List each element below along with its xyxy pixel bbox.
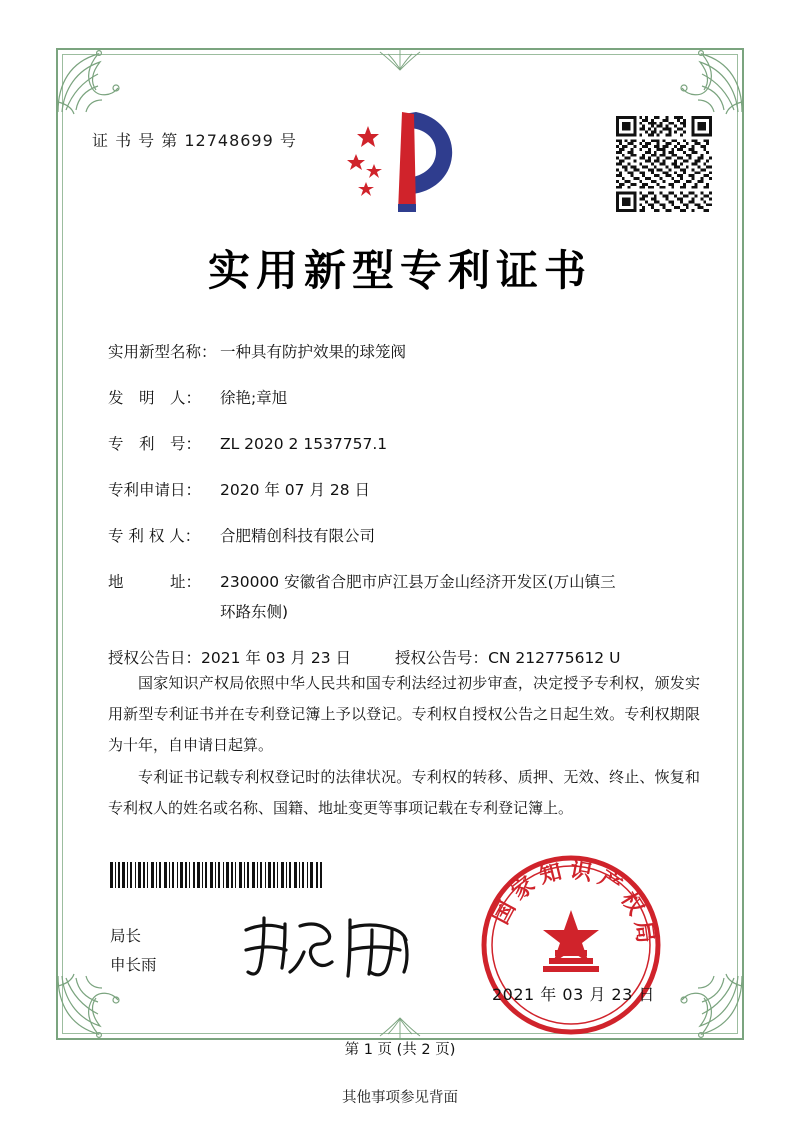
field-label: 专利申请日：	[108, 481, 202, 500]
field-value: ZL 2020 2 1537757.1	[220, 435, 388, 454]
handwritten-signature	[238, 906, 428, 986]
field-grant-announcement	[108, 646, 700, 668]
field-inventor	[108, 386, 700, 410]
back-side-note: 其他事项参见背面	[342, 1090, 458, 1106]
field-patent-number	[108, 432, 700, 456]
corner-ornament-icon	[662, 44, 748, 118]
announcement-date-value: 2021 年 03 月 23 日	[201, 649, 352, 668]
field-value: 2020 年 07 月 28 日	[220, 481, 371, 500]
corner-ornament-icon	[52, 44, 138, 118]
corner-ornament-icon	[52, 970, 138, 1044]
field-patentee	[108, 524, 700, 548]
field-value: 合肥精创科技有限公司	[220, 527, 376, 546]
field-utility-model-name	[108, 340, 700, 364]
cnipa-logo-icon	[346, 108, 464, 220]
barcode	[110, 862, 322, 888]
legal-text	[108, 668, 700, 826]
field-value-line2: 环路东侧)	[220, 603, 289, 622]
director-block	[110, 922, 157, 979]
certificate-number: 证 书 号 第 12748699 号	[92, 131, 297, 150]
qr-code	[616, 116, 712, 212]
field-label: 专 利 号：	[108, 435, 202, 454]
announcement-date-label: 授权公告日：	[108, 649, 202, 668]
field-label: 发 明 人：	[108, 389, 202, 408]
field-address	[108, 570, 700, 624]
director-title: 局长	[110, 927, 142, 945]
field-label: 地 址：	[108, 573, 202, 592]
page-indicator: 第 1 页 (共 2 页)	[344, 1042, 456, 1058]
field-value: 徐艳;章旭	[220, 389, 288, 408]
paragraph-2: 专利证书记载专利权登记时的法律状况。专利权的转移、质押、无效、终止、恢复和专利权人的姓名或名称、国籍、地址变更等事项记载在专利登记簿上。	[108, 768, 700, 817]
field-label: 实用新型名称：	[108, 343, 217, 361]
paragraph-1: 国家知识产权局依照中华人民共和国专利法经过初步审查，决定授予专利权，颁发实用新型专利证书并在专利登记簿上予以登记。专利权自授权公告之日起生效。专利权期限为十年，自申请日起算。	[108, 674, 700, 754]
field-value	[220, 570, 700, 624]
field-label: 专 利 权 人：	[108, 527, 201, 546]
page-title: 实用新型专利证书	[207, 246, 592, 295]
top-edge-ornament-icon	[150, 48, 650, 74]
announcement-no-label: 授权公告号：	[395, 649, 489, 668]
announcement-no-value: CN 212775612 U	[488, 649, 621, 668]
field-value: 一种具有防护效果的球笼阀	[220, 343, 407, 361]
svg-text:国家知识产权局: 国家知识产权局	[488, 857, 659, 951]
corner-ornament-icon	[662, 970, 748, 1044]
seal-date: 2021 年 03 月 23 日	[492, 985, 655, 1004]
director-name: 申长雨	[110, 955, 157, 974]
field-value-line1: 230000 安徽省合肥市庐江县万金山经济开发区(万山镇三	[220, 573, 616, 592]
field-application-date	[108, 478, 700, 502]
patent-fields	[108, 340, 700, 678]
official-seal	[478, 852, 664, 1038]
